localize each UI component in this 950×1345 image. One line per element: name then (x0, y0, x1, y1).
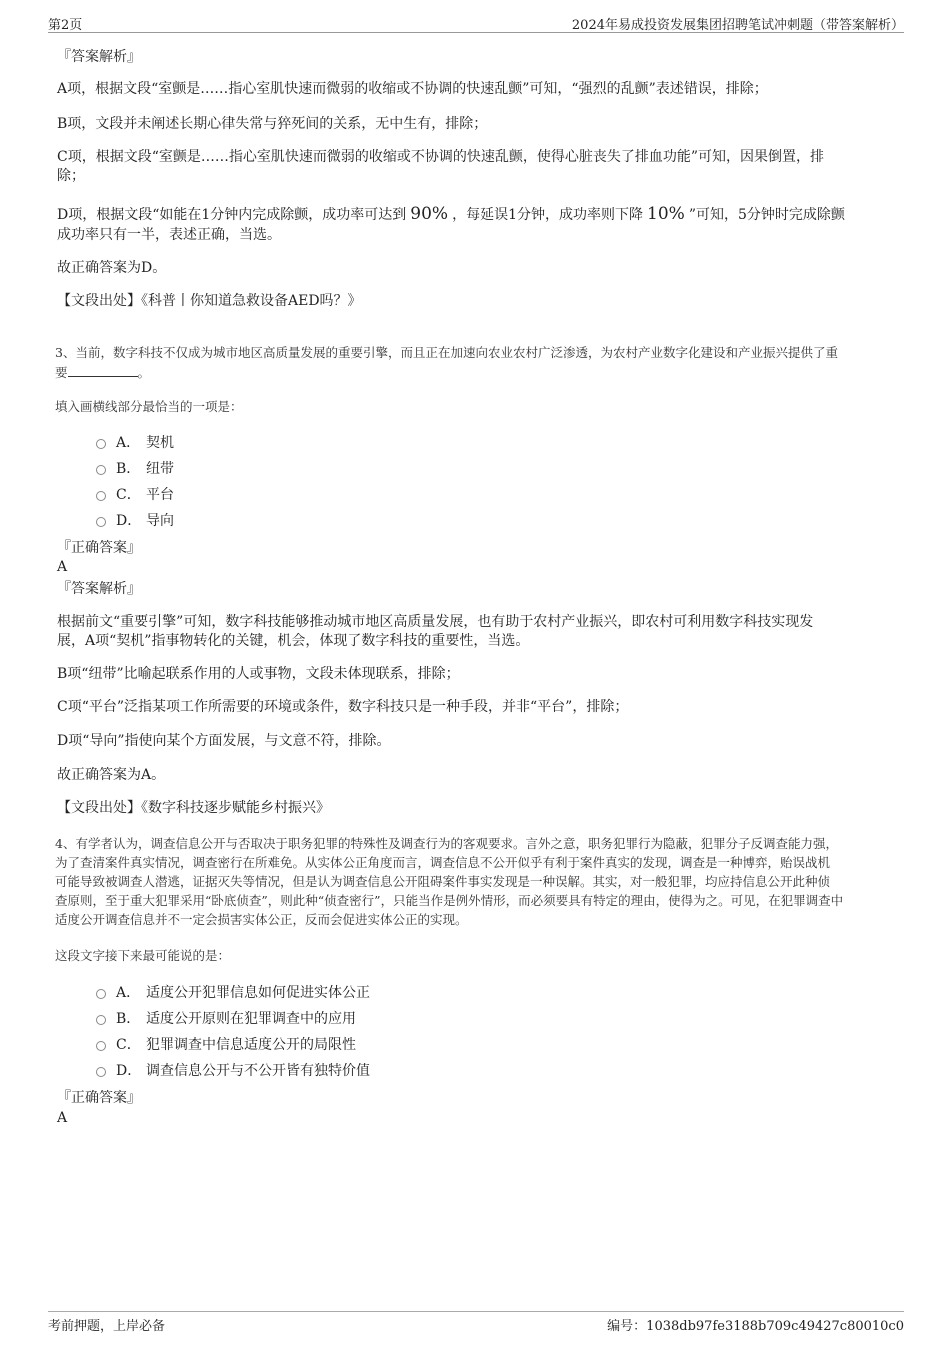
option-text: 纽带 (146, 461, 174, 477)
q2-analysis-d-line1 (57, 205, 897, 225)
q2-analysis-c-line1: C项，根据文段“室颤是……指心室肌快速而微弱的收缩或不协调的快速乱颤，使得心脏丧失了排血功能”可知，因果倒置，排 (57, 149, 825, 165)
q2-analysis-title: 『答案解析』 (57, 49, 141, 65)
q4-answer-title: 『正确答案』 (57, 1090, 141, 1106)
q3-analysis-d: D项“导向”指使向某个方面发展，与文意不符，排除。 (57, 733, 391, 749)
document-title: 2024年易成投资发展集团招聘笔试冲刺题（带答案解析） (571, 18, 904, 33)
q2-conclusion: 故正确答案为D。 (57, 260, 167, 276)
q2-source: 【文段出处】《科普丨你知道急救设备AED吗？》 (57, 293, 362, 309)
option-letter: D． (116, 513, 142, 529)
q2-analysis-c-line2: 除； (57, 168, 85, 184)
q4-stem-line1: 4、有学者认为，调查信息公开与否取决于职务犯罪的特殊性及调查行为的客观要求。言外之意，职务犯罪行为隐蔽，犯罪分子反调查能力强， (55, 836, 838, 851)
q3-analysis-a-line2: 展，A项“契机”指事物转化的关键，机会，体现了数字科技的重要性，当选。 (57, 633, 530, 649)
radio-icon[interactable] (96, 517, 106, 527)
option-letter: D． (116, 1063, 142, 1079)
option-letter: B． (116, 1011, 141, 1027)
q3-prompt: 填入画横线部分最恰当的一项是： (55, 399, 243, 414)
q4-option-c[interactable] (96, 1036, 356, 1055)
q3-answer-title: 『正确答案』 (57, 540, 141, 556)
q2-analysis-b: B项，文段并未阐述长期心律失常与猝死间的关系，无中生有，排除； (57, 116, 488, 132)
q3-analysis-c: C项“平台”泛指某项工作所需要的环境或条件，数字科技只是一种手段，并非“平台”，排除； (57, 699, 629, 715)
radio-icon[interactable] (96, 491, 106, 501)
q3-source: 【文段出处】《数字科技逐步赋能乡村振兴》 (57, 800, 330, 816)
q4-stem-line2: 为了查清案件真实情况，调查密行在所难免。从实体公正角度而言，调查信息不公开似乎有利于案件真实的发现，调查是一种博弈，贻误战机 (55, 855, 831, 870)
q4-answer: A (57, 1110, 68, 1126)
q4-stem-line3: 可能导致被调查人潜逃，证据灭失等情况，但是认为调查信息公开阻碍案件事实发现是一种误解。其实，对一般犯罪，均应持信息公开此种侦 (55, 874, 831, 889)
option-letter: B． (116, 461, 141, 477)
fill-in-blank (68, 364, 138, 377)
option-text: 平台 (146, 487, 174, 503)
option-text: 调查信息公开与不公开皆有独特价值 (146, 1063, 370, 1079)
q4-option-a[interactable] (96, 984, 370, 1003)
q2-analysis-d-text-a: D项，根据文段“如能在1分钟内完成除颤，成功率可达到 (57, 207, 407, 223)
q2-analysis-d-text-b: ，每延误1分钟，成功率则下降 (452, 207, 644, 223)
q4-prompt: 这段文字接下来最可能说的是： (55, 948, 231, 963)
q4-option-b[interactable] (96, 1010, 356, 1029)
q2-analysis-d-pct1: 90% (410, 204, 449, 224)
option-letter: C． (116, 487, 141, 503)
radio-icon[interactable] (96, 1015, 106, 1025)
q4-option-d[interactable] (96, 1062, 370, 1081)
option-text: 适度公开原则在犯罪调查中的应用 (146, 1011, 356, 1027)
document-id: 编号：1038db97fe3188b709c49427c80010c0 (607, 1319, 904, 1334)
q3-stem-line1: 3、当前，数字科技不仅成为城市地区高质量发展的重要引擎，而且正在加速向农业农村广泛渗透，为农村产业数字化建设和产业振兴提供了重 (55, 345, 838, 360)
option-text: 导向 (146, 513, 174, 529)
q3-stem-line2 (55, 364, 900, 382)
page-footer (48, 1311, 904, 1334)
q3-stem-text-a: 要 (55, 365, 68, 380)
q2-analysis-d-pct2: 10% (647, 204, 685, 224)
radio-icon[interactable] (96, 1041, 106, 1051)
option-letter: A． (116, 435, 141, 451)
q2-analysis-a: A项，根据文段“室颤是……指心室肌快速而微弱的收缩或不协调的快速乱颤”可知，“强烈的乱颤”表述错误，排除； (57, 81, 768, 97)
q3-analysis-a-line1: 根据前文“重要引擎”可知，数字科技能够推动城市地区高质量发展，也有助于农村产业振兴，即农村可利用数字科技实现发 (57, 614, 814, 630)
option-text: 契机 (146, 435, 174, 451)
q3-option-c[interactable] (96, 486, 174, 505)
q3-conclusion: 故正确答案为A。 (57, 767, 166, 783)
radio-icon[interactable] (96, 1067, 106, 1077)
q3-option-b[interactable] (96, 460, 174, 479)
q3-option-a[interactable] (96, 434, 174, 453)
page-header (48, 14, 904, 33)
q3-stem-text-b: 。 (137, 365, 151, 380)
q3-answer: A (57, 559, 68, 575)
option-text: 犯罪调查中信息适度公开的局限性 (146, 1037, 356, 1053)
page-number: 第2页 (48, 18, 83, 33)
radio-icon[interactable] (96, 465, 106, 475)
radio-icon[interactable] (96, 989, 106, 999)
option-letter: A． (116, 985, 141, 1001)
q3-analysis-title: 『答案解析』 (57, 581, 141, 597)
option-text: 适度公开犯罪信息如何促进实体公正 (146, 985, 370, 1001)
option-letter: C． (116, 1037, 141, 1053)
q4-stem-line4: 查原则，至于重大犯罪采用“卧底侦查”，则此种“侦查密行”，只能当作是例外情形，而必须要具有特定的理由，使得为之。可见，在犯罪调查中 (55, 893, 844, 908)
q3-option-d[interactable] (96, 512, 174, 531)
q3-analysis-b: B项“纽带”比喻起联系作用的人或事物，文段未体现联系，排除； (57, 666, 460, 682)
footer-slogan: 考前押题，上岸必备 (48, 1319, 166, 1334)
q4-stem-line5: 适度公开调查信息并不一定会损害实体公正，反而会促进实体公正的实现。 (55, 912, 468, 927)
q2-analysis-d-line2: 成功率只有一半，表述正确，当选。 (57, 227, 281, 243)
radio-icon[interactable] (96, 439, 106, 449)
q2-analysis-d-text-c: ”可知，5分钟时完成除颤 (688, 207, 845, 223)
